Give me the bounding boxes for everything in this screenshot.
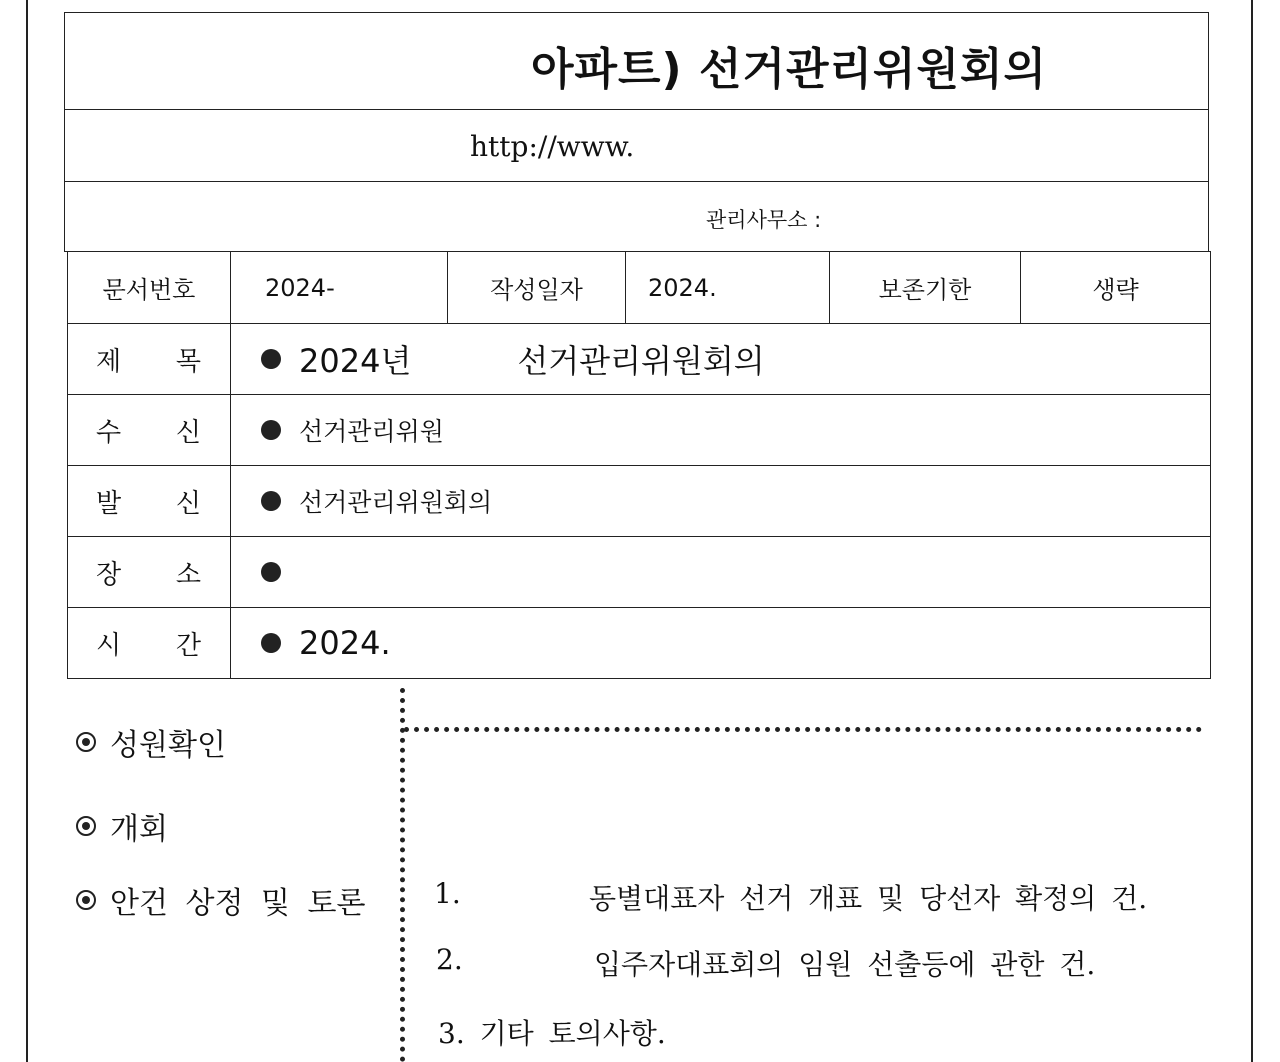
subject-row	[68, 324, 1210, 395]
place-label-b: 소	[175, 559, 201, 590]
time-label-cell	[68, 608, 231, 678]
recipient-value-cell	[231, 395, 1210, 465]
time-label-a: 시	[96, 630, 122, 661]
recipient-value: 선거관리위원	[299, 417, 444, 446]
subject-year: 2024년	[299, 342, 412, 380]
retention-label: 보존기한	[878, 276, 972, 304]
recipient-label-b: 신	[175, 417, 201, 448]
sidebar-item-quorum	[76, 720, 226, 764]
agenda-text: 기타 토의사항.	[479, 1017, 666, 1050]
vertical-dotted-divider	[400, 688, 405, 1062]
agenda-item-1	[434, 877, 1148, 915]
sidebar-item-opening	[76, 804, 168, 848]
subject-title: 선거관리위원회의	[517, 342, 765, 380]
bullet-icon	[261, 420, 281, 440]
bullet-icon	[261, 562, 281, 582]
doc-no-value-cell	[231, 252, 448, 323]
sender-value-cell	[231, 466, 1210, 536]
recipient-row	[68, 395, 1210, 466]
sidebar-item-label: 성원확인	[110, 728, 226, 763]
date-value: 2024.	[648, 273, 717, 302]
title-row	[65, 13, 1208, 110]
date-value-cell	[626, 252, 830, 323]
recipient-label-cell	[68, 395, 231, 465]
bullet-icon	[261, 491, 281, 511]
time-row	[68, 608, 1210, 678]
horizontal-dotted-divider	[404, 727, 1202, 732]
office-row	[65, 182, 1208, 250]
doc-no-value: 2024-	[265, 273, 335, 302]
agenda-number: 2.	[436, 943, 463, 976]
place-label-cell	[68, 537, 231, 607]
sidebar-item-label: 안건 상정 및 토론	[110, 886, 366, 921]
place-label	[96, 554, 201, 591]
place-value-cell	[231, 537, 1210, 607]
doc-no-label-cell	[68, 252, 231, 323]
sender-label	[96, 483, 201, 520]
radio-bullet-icon	[76, 890, 96, 910]
time-label	[96, 625, 201, 662]
header-block	[64, 12, 1209, 252]
agenda-item-2	[436, 943, 1096, 981]
recipient-label	[96, 412, 201, 449]
document-title: 아파트) 선거관리위원회의	[531, 44, 1047, 95]
sidebar-item-label: 개회	[110, 812, 168, 847]
agenda-text: 동별대표자 선거 개표 및 당선자 확정의 건.	[589, 882, 1148, 915]
radio-bullet-icon	[76, 732, 96, 752]
doc-no-label: 문서번호	[102, 276, 196, 304]
sender-label-a: 발	[96, 488, 122, 519]
sender-value: 선거관리위원회의	[299, 488, 493, 517]
subject-label-a: 제	[96, 346, 122, 377]
date-label: 작성일자	[490, 276, 583, 304]
subject-label-b: 목	[175, 346, 201, 377]
subject-value-cell	[231, 324, 1210, 394]
sender-label-b: 신	[175, 488, 201, 519]
sender-label-cell	[68, 466, 231, 536]
retention-value-cell	[1021, 252, 1210, 323]
bullet-icon	[261, 349, 281, 369]
time-label-b: 간	[175, 630, 201, 661]
time-value: 2024.	[299, 624, 391, 662]
website-url: http://www.	[470, 130, 635, 163]
date-label-cell	[448, 252, 626, 323]
bullet-icon	[261, 633, 281, 653]
sidebar-item-agenda	[76, 878, 365, 922]
agenda-item-3	[438, 1012, 666, 1052]
agenda-number: 3.	[438, 1017, 465, 1050]
recipient-label-a: 수	[96, 417, 122, 448]
agenda-number: 1.	[434, 877, 461, 910]
meta-row	[68, 252, 1210, 324]
page-border-right	[1251, 0, 1253, 1062]
retention-label-cell	[830, 252, 1021, 323]
time-value-cell	[231, 608, 1210, 678]
agenda-text: 입주자대표회의 임원 선출등에 관한 건.	[594, 948, 1096, 981]
place-label-a: 장	[96, 559, 122, 590]
office-label: 관리사무소 :	[706, 208, 822, 232]
retention-value: 생략	[1092, 276, 1139, 304]
subject-label-cell	[68, 324, 231, 394]
radio-bullet-icon	[76, 816, 96, 836]
url-row	[65, 110, 1208, 182]
sender-row	[68, 466, 1210, 537]
form-table	[67, 251, 1211, 679]
subject-label	[96, 341, 201, 378]
page-border-left	[26, 0, 28, 1062]
place-row	[68, 537, 1210, 608]
